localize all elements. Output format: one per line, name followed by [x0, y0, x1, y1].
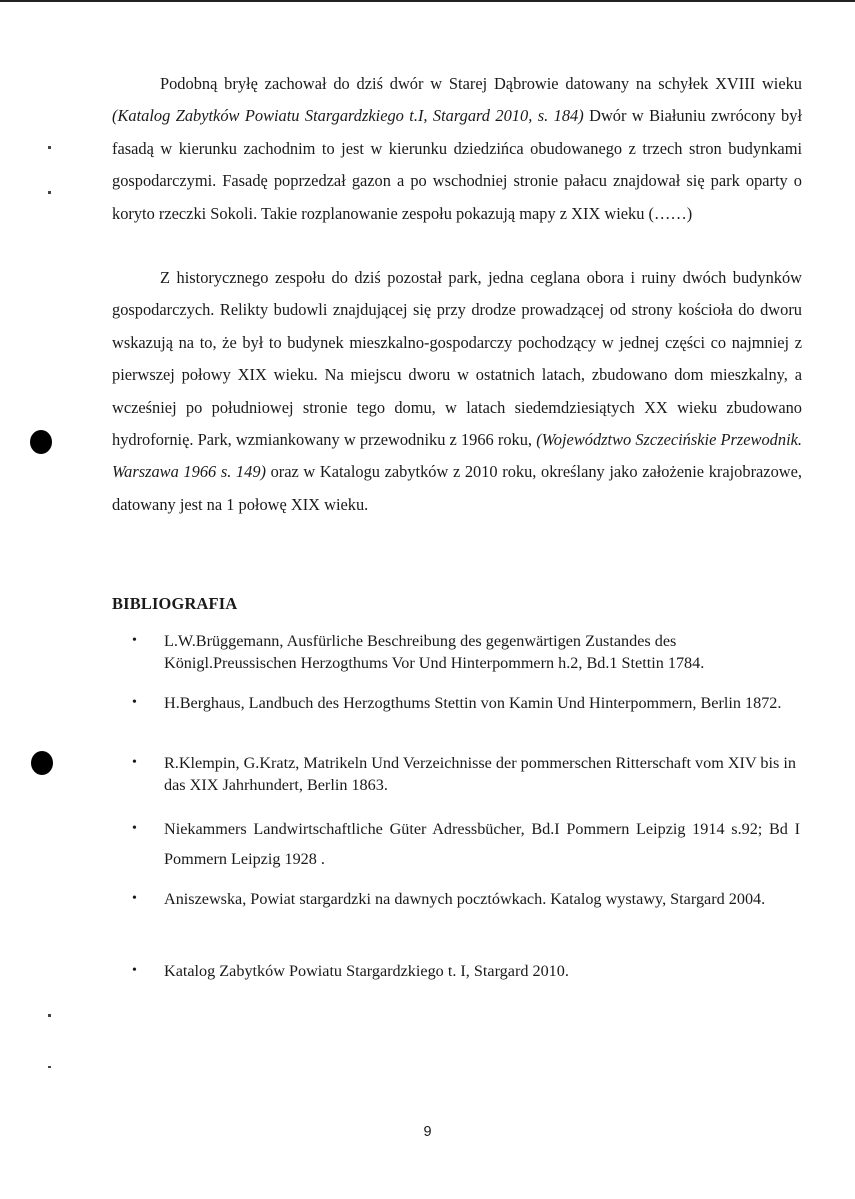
- bibliography-item: [132, 884, 800, 914]
- bibliography-entry: Katalog Zabytków Powiatu Stargardzkiego t. I, Stargard 2010.: [164, 962, 569, 980]
- scan-speck: [48, 1066, 51, 1068]
- bullet-icon: •: [132, 633, 137, 648]
- scan-speck: [48, 1014, 51, 1017]
- bibliography-item: [132, 752, 800, 796]
- paragraph-1-citation: (Katalog Zabytków Powiatu Stargardzkiego t.I, Stargard 2010, s. 184): [112, 106, 584, 126]
- punch-hole-lower: [31, 751, 53, 775]
- bibliography-entry: R.Klempin, G.Kratz, Matrikeln Und Verzeichnisse der pommerschen Ritterschaft vom XIV bis in das XIX Jahrhundert, Berlin 1863.: [164, 754, 796, 794]
- bullet-icon: •: [132, 891, 137, 906]
- paragraph-1-text-start: Podobną bryłę zachował do dziś dwór w Starej Dąbrowie datowany na schyłek XVIII wieku: [160, 74, 802, 93]
- bibliography-item: [132, 692, 800, 714]
- paragraph-2-text-end: oraz w Katalogu zabytków z 2010 roku, określany jako założenie krajobrazowe, datowany jest na 1 połowę XIX wieku.: [112, 462, 802, 514]
- bullet-icon: •: [132, 755, 137, 770]
- paragraph-2-text-start: Z historycznego zespołu do dziś pozostał park, jedna ceglana obora i ruiny dwóch budynków gospodarczych. Relikty budowli znajdującej się przy drodze prowadzącej od strony kościoła do dworu wskazują na to, że był to budynek mieszkalno-gospodarczy pochodzący w jednej części co najmniej z pierwszej połowy XIX wieku. Na miejscu dworu w ostatnich latach, zbudowano dom mieszkalny, a wcześniej po południowej stronie tego domu, w latach siedemdziesiątych XX wieku zbudowano hydrofornię. Park, wzmiankowany w przewodniku z 1966 roku,: [112, 268, 802, 450]
- paragraph-2-citation: (Województwo Szczecińskie Przewodnik. Warszawa 1966 s. 149): [112, 430, 802, 482]
- scan-top-edge: [0, 0, 855, 2]
- scan-speck: [48, 191, 51, 194]
- bullet-icon: •: [132, 695, 137, 710]
- bibliography-item: [132, 960, 800, 982]
- body-paragraph-1: [112, 68, 802, 230]
- bibliography-entry: Aniszewska, Powiat stargardzki na dawnych pocztówkach. Katalog wystawy, Stargard 2004.: [164, 890, 766, 908]
- bullet-icon: •: [132, 821, 137, 836]
- bibliography-item: [132, 630, 800, 674]
- scan-speck: [48, 146, 51, 149]
- body-paragraph-2: [112, 262, 802, 521]
- bibliography-entry: H.Berghaus, Landbuch des Herzogthums Stettin von Kamin Und Hinterpommern, Berlin 1872.: [164, 694, 782, 712]
- bibliography-entry: Niekammers Landwirtschaftliche Güter Adressbücher, Bd.I Pommern Leipzig 1914 s.92; Bd I Pommern Leipzig 1928 .: [164, 820, 800, 868]
- paragraph-1-text-end: Dwór w Białuniu zwrócony był fasadą w kierunku zachodnim to jest w kierunku dziedzińca obudowanego z trzech stron budynkami gospodarczymi. Fasadę poprzedzał gazon a po wschodniej stronie pałacu znajdował się park oparty o koryto rzeczki Sokoli. Takie rozplanowanie zespołu pokazują mapy z XIX wieku (……): [112, 106, 802, 223]
- page-number: 9: [423, 1124, 432, 1140]
- punch-hole-upper: [30, 430, 52, 454]
- bibliography-entry: L.W.Brüggemann, Ausfürliche Beschreibung des gegenwärtigen Zustandes des Königl.Preussischen Herzogthums Vor Und Hinterpommern h.2, Bd.1 Stettin 1784.: [164, 632, 705, 672]
- bibliography-heading: BIBLIOGRAFIA: [112, 594, 238, 613]
- bullet-icon: •: [132, 963, 137, 978]
- bibliography-item: [132, 814, 800, 874]
